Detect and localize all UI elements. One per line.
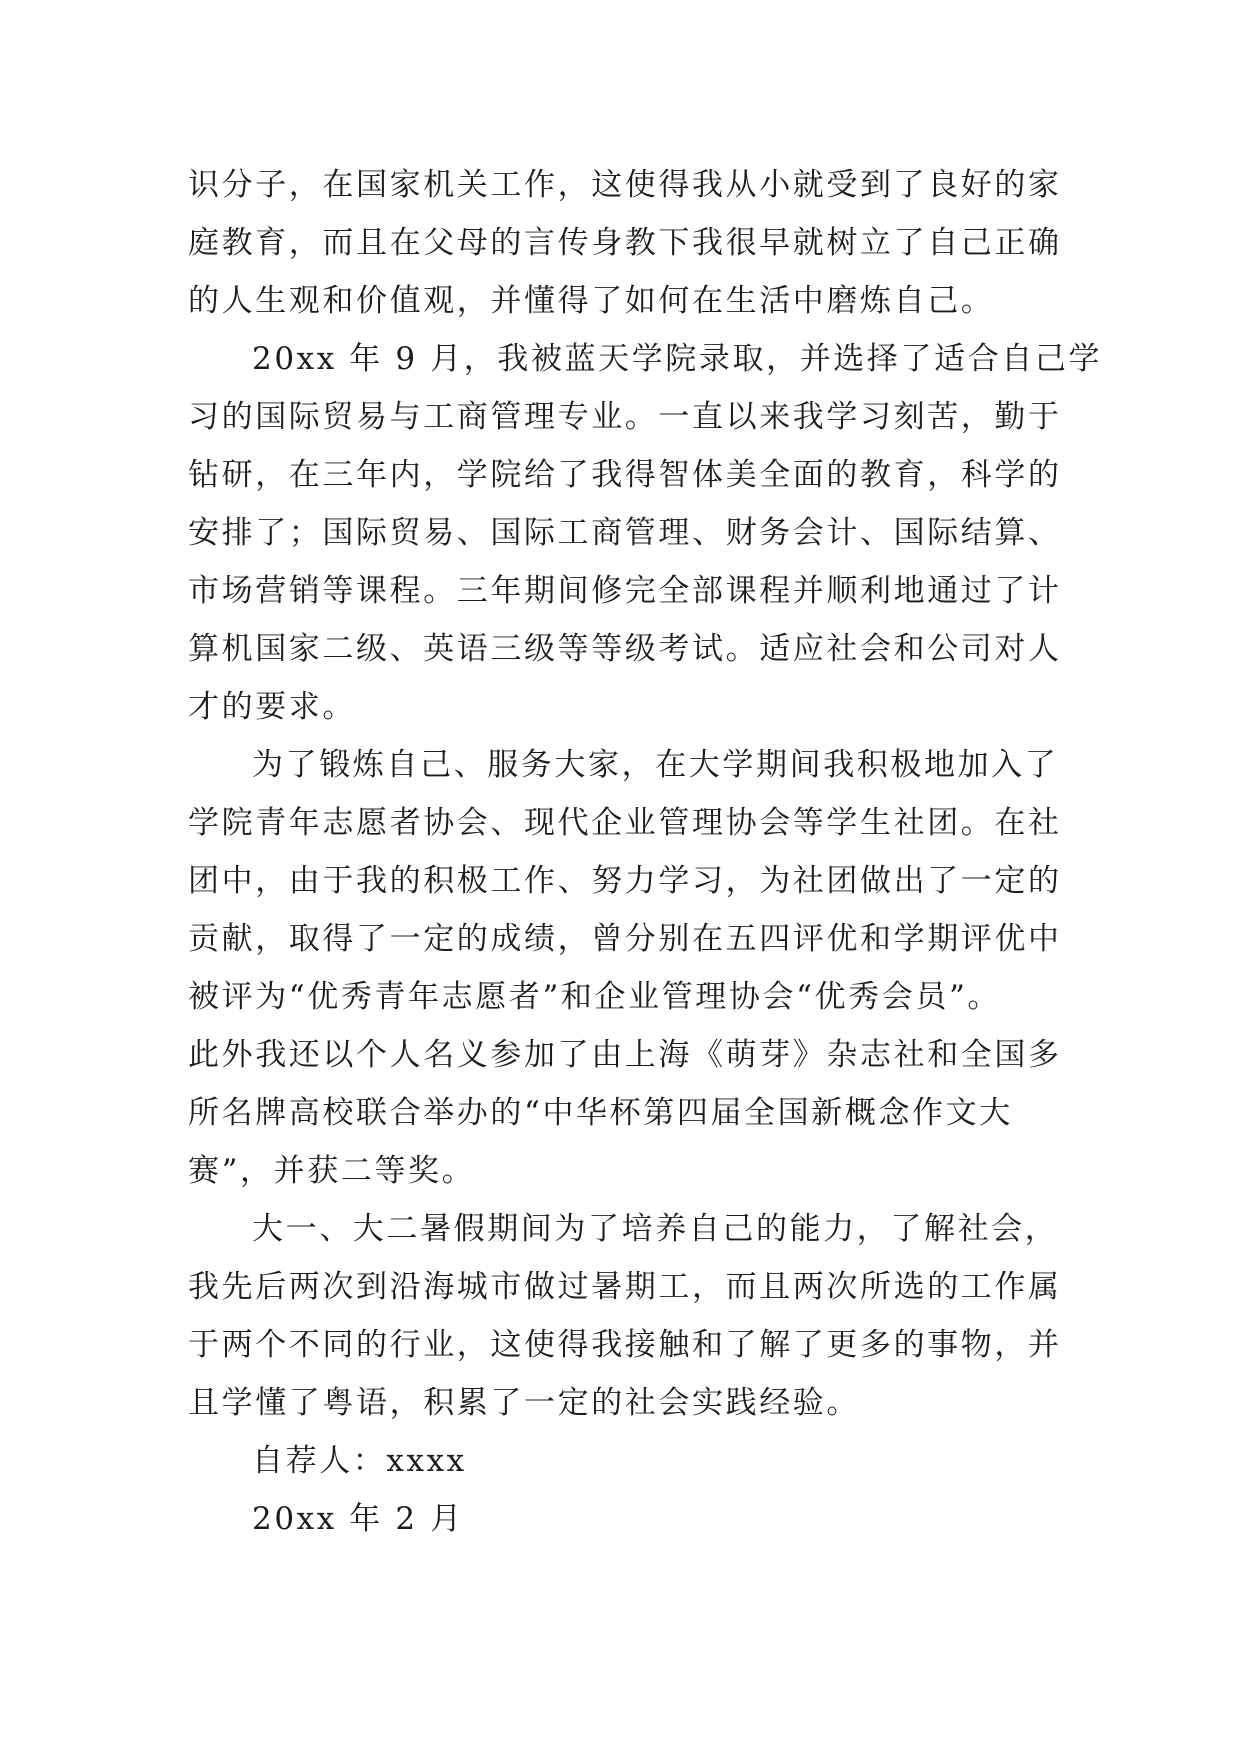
text-line: 识分子，在国家机关工作，这使得我从小就受到了良好的家 [188, 167, 1062, 203]
text-line: 此外我还以个人名义参加了由上海《萌芽》杂志社和全国多 [188, 1037, 1062, 1073]
text-line: 且学懂了粤语，积累了一定的社会实践经验。 [188, 1385, 860, 1421]
text-line: 庭教育，而且在父母的言传身教下我很早就树立了自己正确 [188, 225, 1062, 261]
paragraph-education [188, 330, 1103, 736]
text-line: 赛”，并获二等奖。 [188, 1153, 476, 1189]
text-line: 贡献，取得了一定的成绩，曾分别在五四评优和学期评优中 [188, 921, 1062, 957]
text-line: 我先后两次到沿海城市做过暑期工，而且两次所选的工作属 [188, 1269, 1062, 1305]
text-line: 钻研，在三年内，学院给了我得智体美全面的教育，科学的 [188, 457, 1062, 493]
text-line: 算机国家二级、英语三级等等级考试。适应社会和公司对人 [188, 631, 1062, 667]
text-line: 于两个不同的行业，这使得我接触和了解了更多的事物，并 [188, 1327, 1062, 1363]
text-line: 的人生观和价值观，并懂得了如何在生活中磨炼自己。 [188, 283, 995, 319]
text-line: 大一、大二暑假期间为了培养自己的能力，了解社会， [252, 1211, 1059, 1247]
text-line: 学院青年志愿者协会、现代企业管理协会等学生社团。在社 [188, 805, 1062, 841]
text-line: 安排了；国际贸易、国际工商管理、财务会计、国际结算、 [188, 515, 1062, 551]
text-line: 市场营销等课程。三年期间修完全部课程并顺利地通过了计 [188, 573, 1062, 609]
paragraph-activities [188, 736, 1068, 1200]
text-line: 20xx 年 9 月，我被蓝天学院录取，并选择了适合自己学 [252, 341, 1103, 377]
text-line: 为了锻炼自己、服务大家，在大学期间我积极地加入了 [252, 747, 1059, 783]
letter-date: 20xx 年 2 月 [252, 1501, 464, 1537]
text-line: 习的国际贸易与工商管理专业。一直以来我学习刻苦，勤于 [188, 399, 1062, 435]
paragraph-family-background [188, 156, 1068, 330]
signature: 自荐人：xxxx [252, 1443, 467, 1479]
paragraph-work-experience [188, 1200, 1068, 1432]
text-line: 所名牌高校联合举办的“中华杯第四届全国新概念作文大 [188, 1095, 1013, 1131]
text-line: 被评为“优秀青年志愿者”和企业管理协会“优秀会员”。 [188, 979, 1001, 1015]
letter-body [188, 156, 1103, 1548]
text-line: 团中，由于我的积极工作、努力学习，为社团做出了一定的 [188, 863, 1062, 899]
text-line: 才的要求。 [188, 689, 356, 725]
